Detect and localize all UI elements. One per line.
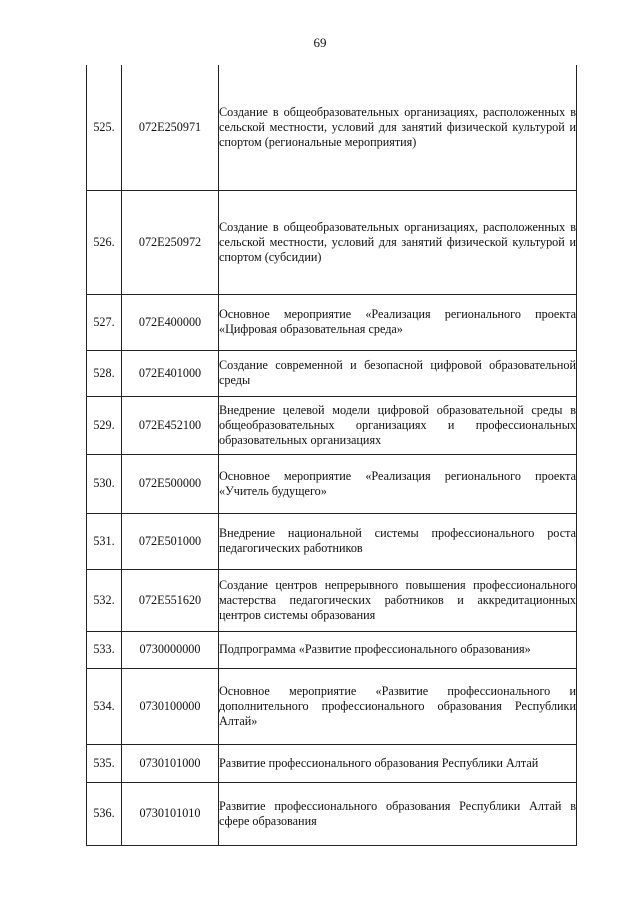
row-number: 526. <box>87 190 122 294</box>
table-row <box>87 744 577 782</box>
row-name: Развитие профессионального образования Республики Алтай <box>219 744 577 782</box>
row-name: Создание в общеобразовательных организациях, расположенных в сельской местности, условий для занятий физической культурой и спортом (региональные мероприятия) <box>219 65 577 190</box>
row-number: 536. <box>87 782 122 845</box>
row-code: 072E250972 <box>122 190 219 294</box>
table-row <box>87 631 577 668</box>
row-name: Создание центров непрерывного повышения профессионального мастерства педагогических работников и аккредитационных центров системы образования <box>219 569 577 631</box>
budget-code-table <box>86 65 577 846</box>
row-name: Основное мероприятие «Развитие профессионального и дополнительного профессионального образования Республики Алтай» <box>219 668 577 744</box>
row-number: 531. <box>87 513 122 569</box>
row-code: 072E401000 <box>122 350 219 396</box>
row-name: Основное мероприятие «Реализация регионального проекта «Цифровая образовательная среда» <box>219 294 577 350</box>
row-number: 527. <box>87 294 122 350</box>
table-row <box>87 513 577 569</box>
row-number: 528. <box>87 350 122 396</box>
row-number: 525. <box>87 65 122 190</box>
row-name: Создание в общеобразовательных организациях, расположенных в сельской местности, условий для занятий физической культурой и спортом (субсидии) <box>219 190 577 294</box>
row-code: 0730000000 <box>122 631 219 668</box>
row-number: 534. <box>87 668 122 744</box>
row-name: Внедрение целевой модели цифровой образовательной среды в общеобразовательных организациях и профессиональных образовательных организациях <box>219 396 577 454</box>
page-number: 69 <box>313 35 327 50</box>
row-name: Внедрение национальной системы профессионального роста педагогических работников <box>219 513 577 569</box>
row-code: 072E551620 <box>122 569 219 631</box>
row-number: 532. <box>87 569 122 631</box>
row-name: Создание современной и безопасной цифровой образовательной среды <box>219 350 577 396</box>
row-code: 0730100000 <box>122 668 219 744</box>
row-number: 535. <box>87 744 122 782</box>
row-code: 072E400000 <box>122 294 219 350</box>
table-row <box>87 294 577 350</box>
table-row <box>87 782 577 845</box>
row-number: 529. <box>87 396 122 454</box>
row-code: 0730101010 <box>122 782 219 845</box>
table-row <box>87 454 577 513</box>
row-number: 530. <box>87 454 122 513</box>
row-number: 533. <box>87 631 122 668</box>
row-code: 072E500000 <box>122 454 219 513</box>
row-code: 072E250971 <box>122 65 219 190</box>
table-row <box>87 569 577 631</box>
row-name: Развитие профессионального образования Республики Алтай в сфере образования <box>219 782 577 845</box>
row-name: Подпрограмма «Развитие профессионального образования» <box>219 631 577 668</box>
row-code: 072E501000 <box>122 513 219 569</box>
row-code: 0730101000 <box>122 744 219 782</box>
table-row <box>87 396 577 454</box>
row-name: Основное мероприятие «Реализация регионального проекта «Учитель будущего» <box>219 454 577 513</box>
table-row <box>87 668 577 744</box>
table-row <box>87 350 577 396</box>
row-code: 072E452100 <box>122 396 219 454</box>
table-row <box>87 65 577 190</box>
table-row <box>87 190 577 294</box>
